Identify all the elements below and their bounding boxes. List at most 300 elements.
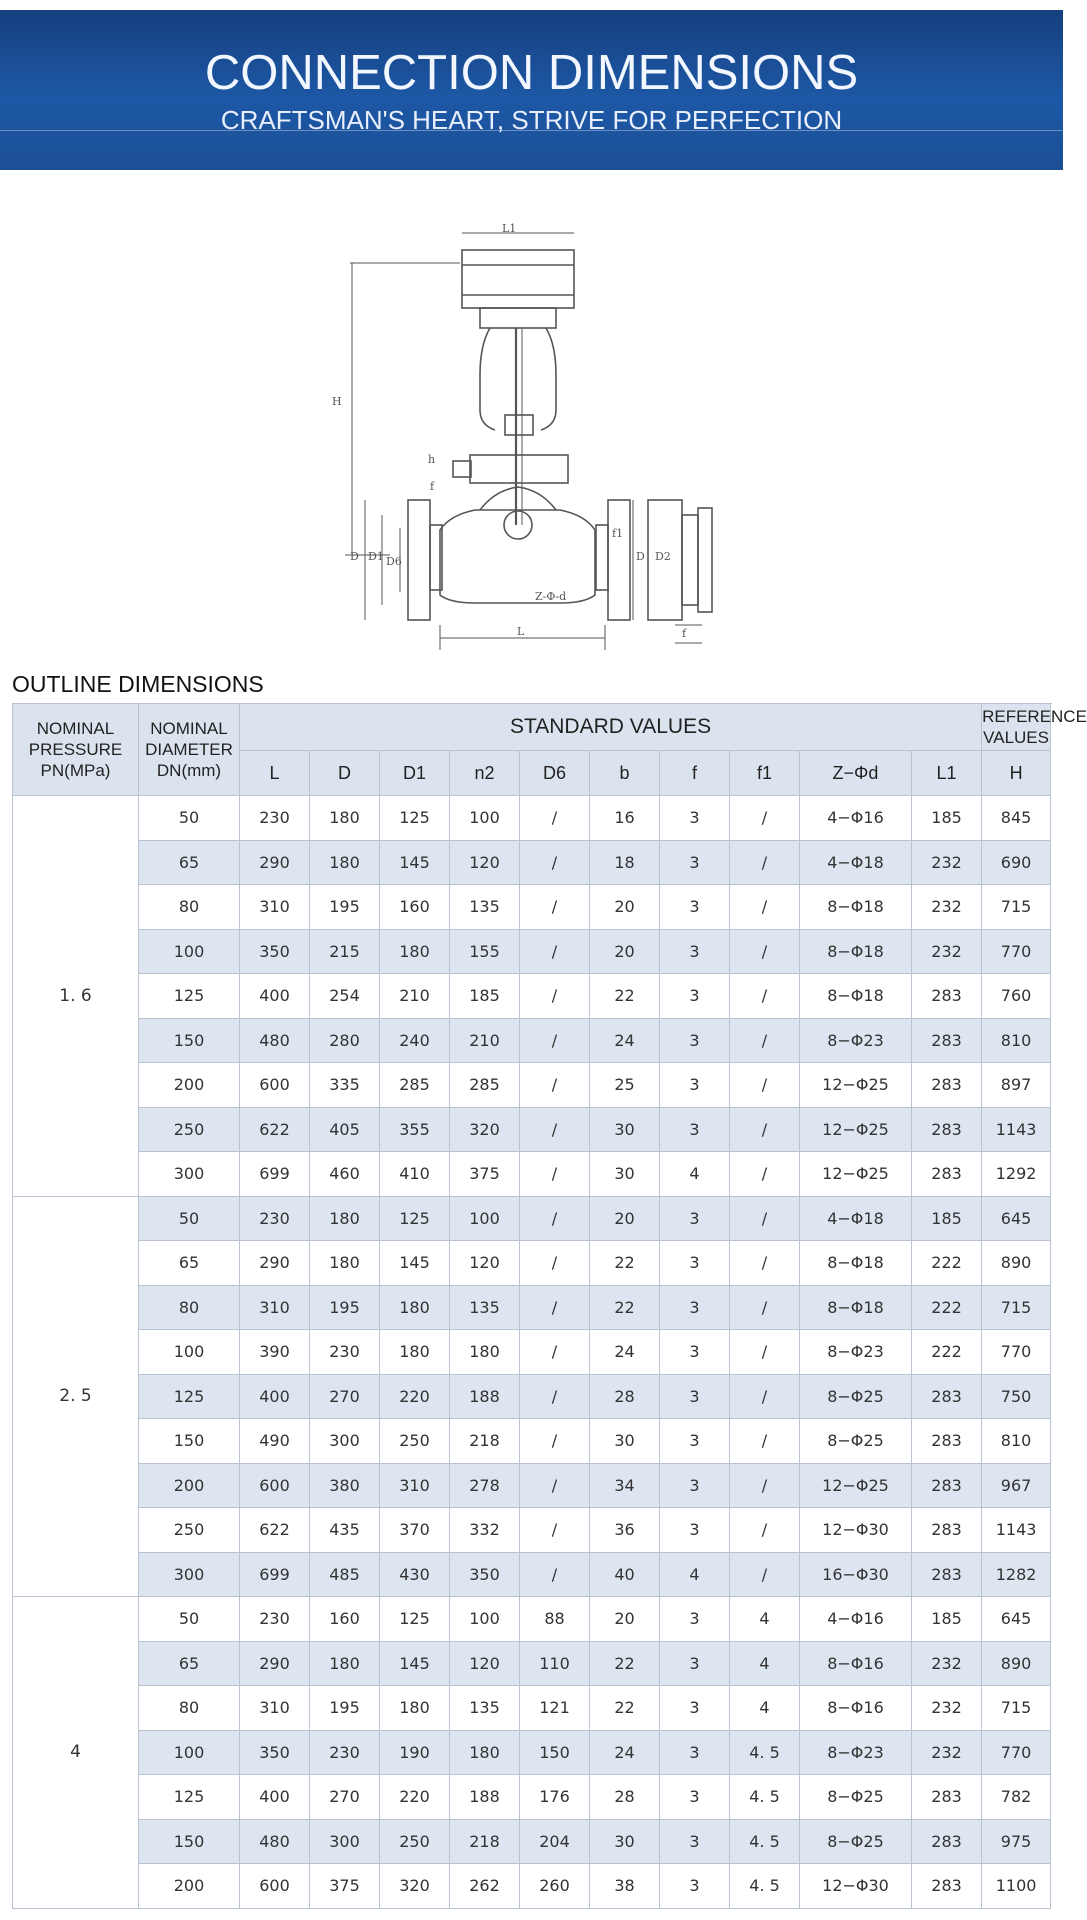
- table-cell: 220: [380, 1374, 450, 1419]
- table-cell: 150: [139, 1018, 240, 1063]
- table-cell: 4: [730, 1597, 800, 1642]
- table-cell: 65: [139, 840, 240, 885]
- table-cell: 28: [590, 1374, 660, 1419]
- table-cell: 3: [660, 1463, 730, 1508]
- table-cell: 622: [240, 1508, 310, 1553]
- table-cell: 1143: [982, 1508, 1051, 1553]
- table-cell: 8−Φ18: [800, 1285, 912, 1330]
- table-row: [13, 1330, 1051, 1375]
- table-cell: 200: [139, 1864, 240, 1909]
- table-cell: 25: [590, 1063, 660, 1108]
- table-cell: /: [520, 1330, 590, 1375]
- table-cell: 195: [310, 1686, 380, 1731]
- table-cell: 262: [450, 1864, 520, 1909]
- table-cell: 410: [380, 1152, 450, 1197]
- table-cell: 278: [450, 1463, 520, 1508]
- dimensions-table: [12, 703, 1087, 1909]
- table-cell: 120: [450, 1641, 520, 1686]
- table-cell: /: [520, 1463, 590, 1508]
- table-cell: 350: [240, 1730, 310, 1775]
- table-cell: 270: [310, 1374, 380, 1419]
- table-cell: 22: [590, 1641, 660, 1686]
- table-cell: 810: [982, 1018, 1051, 1063]
- table-cell: 185: [912, 1597, 982, 1642]
- table-cell: 250: [380, 1819, 450, 1864]
- table-cell: 3: [660, 1330, 730, 1375]
- column-header: D: [310, 751, 380, 796]
- table-cell: 750: [982, 1374, 1051, 1419]
- table-row: [13, 1597, 1051, 1642]
- column-header: L1: [912, 751, 982, 796]
- table-cell: 645: [982, 1196, 1051, 1241]
- table-cell: 16: [590, 796, 660, 841]
- table-cell: 283: [912, 1107, 982, 1152]
- table-cell: 204: [520, 1819, 590, 1864]
- table-cell: 230: [240, 1597, 310, 1642]
- table-cell: 8−Φ18: [800, 974, 912, 1019]
- table-cell: 350: [450, 1552, 520, 1597]
- table-row: [13, 1419, 1051, 1464]
- table-cell: 230: [310, 1330, 380, 1375]
- header-reference-values: REFERENCE VALUES: [982, 704, 1051, 751]
- table-cell: 222: [912, 1241, 982, 1286]
- table-cell: 283: [912, 1775, 982, 1820]
- table-cell: 240: [380, 1018, 450, 1063]
- table-cell: /: [730, 1419, 800, 1464]
- table-cell: 1292: [982, 1152, 1051, 1197]
- table-cell: 350: [240, 929, 310, 974]
- table-cell: 300: [310, 1819, 380, 1864]
- table-cell: 283: [912, 1063, 982, 1108]
- table-cell: /: [730, 840, 800, 885]
- table-cell: 180: [380, 1330, 450, 1375]
- table-cell: 310: [240, 1686, 310, 1731]
- label-D2: D2: [655, 550, 671, 563]
- label-L1: L1: [502, 222, 517, 235]
- label-h: h: [428, 453, 436, 466]
- table-cell: 100: [139, 1330, 240, 1375]
- table-cell: 160: [310, 1597, 380, 1642]
- table-cell: 20: [590, 929, 660, 974]
- table-cell: 3: [660, 1686, 730, 1731]
- table-cell: 232: [912, 929, 982, 974]
- table-cell: 270: [310, 1775, 380, 1820]
- table-cell: 3: [660, 929, 730, 974]
- table-cell: 4. 5: [730, 1730, 800, 1775]
- table-cell: /: [520, 1196, 590, 1241]
- table-cell: 600: [240, 1063, 310, 1108]
- table-cell: /: [730, 1063, 800, 1108]
- table-cell: 100: [450, 1196, 520, 1241]
- table-cell: 4−Φ16: [800, 796, 912, 841]
- table-cell: 65: [139, 1641, 240, 1686]
- table-cell: 890: [982, 1641, 1051, 1686]
- table-cell: /: [520, 840, 590, 885]
- table-cell: 190: [380, 1730, 450, 1775]
- table-cell: 150: [139, 1419, 240, 1464]
- table-cell: 782: [982, 1775, 1051, 1820]
- table-cell: /: [520, 1419, 590, 1464]
- page-title: CONNECTION DIMENSIONS: [204, 46, 859, 100]
- table-cell: 8−Φ25: [800, 1374, 912, 1419]
- pressure-cell: 1. 6: [13, 796, 139, 1197]
- table-cell: 145: [380, 1641, 450, 1686]
- table-cell: 8−Φ18: [800, 885, 912, 930]
- table-cell: 290: [240, 840, 310, 885]
- table-cell: 699: [240, 1552, 310, 1597]
- table-cell: 290: [240, 1241, 310, 1286]
- table-cell: 375: [450, 1152, 520, 1197]
- table-cell: 400: [240, 1775, 310, 1820]
- table-cell: /: [730, 1552, 800, 1597]
- table-cell: /: [520, 796, 590, 841]
- table-cell: 290: [240, 1641, 310, 1686]
- table-cell: /: [730, 1152, 800, 1197]
- table-cell: /: [730, 885, 800, 930]
- header-nominal-pressure: NOMINAL PRESSURE PN(MPa): [13, 704, 139, 796]
- table-cell: 310: [240, 885, 310, 930]
- table-cell: 230: [240, 796, 310, 841]
- table-cell: 176: [520, 1775, 590, 1820]
- table-cell: 3: [660, 1018, 730, 1063]
- table-cell: 38: [590, 1864, 660, 1909]
- table-cell: 180: [450, 1330, 520, 1375]
- table-cell: /: [730, 1330, 800, 1375]
- table-cell: 218: [450, 1419, 520, 1464]
- table-cell: 283: [912, 1374, 982, 1419]
- page-subtitle: CRAFTSMAN'S HEART, STRIVE FOR PERFECTION: [220, 105, 843, 135]
- table-cell: 490: [240, 1419, 310, 1464]
- table-cell: 125: [139, 974, 240, 1019]
- table-cell: 390: [240, 1330, 310, 1375]
- flange-left: [408, 500, 430, 620]
- table-cell: 4: [660, 1552, 730, 1597]
- table-cell: 222: [912, 1330, 982, 1375]
- table-cell: 310: [380, 1463, 450, 1508]
- table-cell: 30: [590, 1819, 660, 1864]
- table-cell: 283: [912, 1552, 982, 1597]
- table-cell: 770: [982, 1730, 1051, 1775]
- table-row: [13, 1241, 1051, 1286]
- table-cell: 180: [380, 1686, 450, 1731]
- table-row: [13, 796, 1051, 841]
- table-cell: /: [730, 1241, 800, 1286]
- table-cell: 210: [450, 1018, 520, 1063]
- table-cell: /: [520, 929, 590, 974]
- column-header: L: [240, 751, 310, 796]
- table-cell: 88: [520, 1597, 590, 1642]
- table-cell: 975: [982, 1819, 1051, 1864]
- stem-connector: [505, 415, 533, 435]
- table-cell: /: [520, 1285, 590, 1330]
- table-cell: 3: [660, 1285, 730, 1330]
- label-D: D: [350, 550, 359, 563]
- table-cell: 50: [139, 1196, 240, 1241]
- table-cell: 16−Φ30: [800, 1552, 912, 1597]
- table-cell: /: [520, 1508, 590, 1553]
- table-cell: 8−Φ25: [800, 1775, 912, 1820]
- table-cell: 195: [310, 885, 380, 930]
- table-cell: 232: [912, 840, 982, 885]
- table-cell: 897: [982, 1063, 1051, 1108]
- table-cell: 4. 5: [730, 1819, 800, 1864]
- table-cell: /: [520, 885, 590, 930]
- table-cell: 80: [139, 1686, 240, 1731]
- table-cell: 12−Φ30: [800, 1508, 912, 1553]
- table-row: [13, 1285, 1051, 1330]
- table-cell: 355: [380, 1107, 450, 1152]
- table-cell: 760: [982, 974, 1051, 1019]
- table-cell: 254: [310, 974, 380, 1019]
- column-header: b: [590, 751, 660, 796]
- table-cell: 160: [380, 885, 450, 930]
- table-cell: 4−Φ18: [800, 840, 912, 885]
- table-cell: 215: [310, 929, 380, 974]
- table-cell: 121: [520, 1686, 590, 1731]
- table-cell: 200: [139, 1063, 240, 1108]
- table-cell: 250: [139, 1508, 240, 1553]
- table-cell: 50: [139, 796, 240, 841]
- table-cell: /: [730, 1196, 800, 1241]
- table-cell: 30: [590, 1419, 660, 1464]
- table-row: [13, 1374, 1051, 1419]
- table-cell: 250: [139, 1107, 240, 1152]
- table-cell: 22: [590, 974, 660, 1019]
- valve-body: [440, 510, 595, 603]
- table-cell: 890: [982, 1241, 1051, 1286]
- table-cell: 135: [450, 885, 520, 930]
- table-cell: 3: [660, 1196, 730, 1241]
- table-cell: 50: [139, 1597, 240, 1642]
- column-header: D6: [520, 751, 590, 796]
- table-row: [13, 1018, 1051, 1063]
- table-cell: /: [520, 1018, 590, 1063]
- table-cell: 283: [912, 1508, 982, 1553]
- table-cell: 3: [660, 1864, 730, 1909]
- table-cell: 180: [310, 1196, 380, 1241]
- table-cell: 230: [310, 1730, 380, 1775]
- label-f: f: [430, 480, 435, 493]
- table-cell: 135: [450, 1686, 520, 1731]
- table-cell: 110: [520, 1641, 590, 1686]
- actuator-base: [480, 308, 556, 328]
- table-cell: 332: [450, 1508, 520, 1553]
- table-cell: 310: [240, 1285, 310, 1330]
- table-cell: 125: [380, 1196, 450, 1241]
- table-cell: 180: [310, 1241, 380, 1286]
- table-cell: 12−Φ25: [800, 1063, 912, 1108]
- label-D6: D6: [386, 555, 402, 568]
- table-cell: 12−Φ25: [800, 1107, 912, 1152]
- table-cell: /: [520, 1241, 590, 1286]
- table-cell: 375: [310, 1864, 380, 1909]
- table-cell: 967: [982, 1463, 1051, 1508]
- label-L: L: [517, 625, 525, 638]
- table-cell: 699: [240, 1152, 310, 1197]
- table-row: [13, 1819, 1051, 1864]
- table-cell: 180: [310, 796, 380, 841]
- table-cell: 36: [590, 1508, 660, 1553]
- table-cell: 80: [139, 885, 240, 930]
- table-cell: 400: [240, 974, 310, 1019]
- table-row: [13, 1552, 1051, 1597]
- table-cell: 283: [912, 1018, 982, 1063]
- table-cell: /: [730, 1508, 800, 1553]
- table-cell: 3: [660, 796, 730, 841]
- valve-outline-drawing: [330, 222, 730, 655]
- table-cell: 125: [139, 1374, 240, 1419]
- label-f1: f1: [612, 527, 624, 540]
- table-cell: 232: [912, 885, 982, 930]
- table-cell: 232: [912, 1686, 982, 1731]
- label-D-side: D: [636, 550, 645, 563]
- table-cell: /: [730, 796, 800, 841]
- header-banner: [0, 10, 1063, 170]
- table-cell: 20: [590, 1597, 660, 1642]
- table-cell: 280: [310, 1018, 380, 1063]
- table-cell: 4: [730, 1641, 800, 1686]
- column-header: Z−Φd: [800, 751, 912, 796]
- table-cell: 4: [660, 1152, 730, 1197]
- column-header: f1: [730, 751, 800, 796]
- table-cell: 222: [912, 1285, 982, 1330]
- table-cell: 200: [139, 1463, 240, 1508]
- table-cell: 3: [660, 1419, 730, 1464]
- table-cell: 4−Φ16: [800, 1597, 912, 1642]
- table-cell: 810: [982, 1419, 1051, 1464]
- table-cell: 24: [590, 1330, 660, 1375]
- table-row: [13, 1641, 1051, 1686]
- table-cell: 3: [660, 840, 730, 885]
- table-cell: 28: [590, 1775, 660, 1820]
- table-cell: 8−Φ18: [800, 1241, 912, 1286]
- table-cell: 320: [450, 1107, 520, 1152]
- table-row: [13, 1063, 1051, 1108]
- pressure-cell: 4: [13, 1597, 139, 1909]
- table-cell: 125: [380, 1597, 450, 1642]
- label-f-side: f: [682, 627, 687, 640]
- table-row: [13, 929, 1051, 974]
- table-cell: /: [730, 1107, 800, 1152]
- table-cell: 770: [982, 929, 1051, 974]
- table-cell: 300: [139, 1552, 240, 1597]
- table-cell: /: [520, 974, 590, 1019]
- header-nominal-diameter: NOMINAL DIAMETER DN(mm): [139, 704, 240, 796]
- table-cell: 3: [660, 1730, 730, 1775]
- table-cell: 283: [912, 1819, 982, 1864]
- table-cell: 480: [240, 1018, 310, 1063]
- table-cell: 600: [240, 1463, 310, 1508]
- table-cell: 1143: [982, 1107, 1051, 1152]
- table-cell: 188: [450, 1775, 520, 1820]
- table-cell: 1282: [982, 1552, 1051, 1597]
- table-cell: 4: [730, 1686, 800, 1731]
- table-cell: 180: [450, 1730, 520, 1775]
- table-row: [13, 885, 1051, 930]
- table-cell: 40: [590, 1552, 660, 1597]
- table-cell: /: [730, 1374, 800, 1419]
- table-cell: 8−Φ25: [800, 1819, 912, 1864]
- table-cell: /: [520, 1374, 590, 1419]
- table-cell: 185: [450, 974, 520, 1019]
- label-H: H: [332, 395, 342, 408]
- table-cell: 220: [380, 1775, 450, 1820]
- table-cell: 100: [450, 1597, 520, 1642]
- table-cell: 485: [310, 1552, 380, 1597]
- valve-plug: [504, 511, 532, 539]
- table-cell: 8−Φ16: [800, 1686, 912, 1731]
- table-cell: 3: [660, 885, 730, 930]
- table-row: [13, 1686, 1051, 1731]
- table-cell: 100: [139, 929, 240, 974]
- table-row: [13, 1864, 1051, 1909]
- table-cell: 4. 5: [730, 1775, 800, 1820]
- table-cell: /: [730, 1018, 800, 1063]
- table-cell: 8−Φ25: [800, 1419, 912, 1464]
- table-cell: 80: [139, 1285, 240, 1330]
- table-cell: 185: [912, 796, 982, 841]
- table-cell: 100: [450, 796, 520, 841]
- label-Zd: Z-Φ-d: [535, 590, 567, 603]
- table-cell: 150: [520, 1730, 590, 1775]
- table-cell: 8−Φ16: [800, 1641, 912, 1686]
- column-header: D1: [380, 751, 450, 796]
- table-cell: 3: [660, 1241, 730, 1286]
- table-cell: 3: [660, 1641, 730, 1686]
- table-cell: 120: [450, 840, 520, 885]
- table-cell: /: [520, 1152, 590, 1197]
- table-cell: 125: [139, 1775, 240, 1820]
- table-cell: 400: [240, 1374, 310, 1419]
- table-cell: 18: [590, 840, 660, 885]
- pressure-cell: 2. 5: [13, 1196, 139, 1597]
- table-cell: /: [520, 1107, 590, 1152]
- table-cell: 3: [660, 1063, 730, 1108]
- table-cell: 22: [590, 1285, 660, 1330]
- table-cell: 335: [310, 1063, 380, 1108]
- yoke-left: [480, 328, 495, 430]
- table-row: [13, 1730, 1051, 1775]
- table-cell: 100: [139, 1730, 240, 1775]
- table-cell: 8−Φ23: [800, 1730, 912, 1775]
- table-cell: 20: [590, 1196, 660, 1241]
- label-D1: D1: [368, 550, 384, 563]
- table-cell: 283: [912, 974, 982, 1019]
- header-standard-values: STANDARD VALUES: [240, 704, 982, 751]
- table-cell: 283: [912, 1463, 982, 1508]
- table-cell: 145: [380, 1241, 450, 1286]
- table-cell: 715: [982, 1285, 1051, 1330]
- table-cell: 20: [590, 885, 660, 930]
- table-cell: 210: [380, 974, 450, 1019]
- table-cell: 645: [982, 1597, 1051, 1642]
- table-cell: 180: [310, 1641, 380, 1686]
- table-cell: 283: [912, 1419, 982, 1464]
- table-cell: 320: [380, 1864, 450, 1909]
- table-row: [13, 974, 1051, 1019]
- table-cell: 770: [982, 1330, 1051, 1375]
- table-cell: 180: [380, 1285, 450, 1330]
- table-cell: 300: [310, 1419, 380, 1464]
- table-cell: 12−Φ30: [800, 1864, 912, 1909]
- table-cell: /: [520, 1063, 590, 1108]
- table-row: [13, 1196, 1051, 1241]
- section-title: OUTLINE DIMENSIONS: [12, 671, 264, 697]
- table-cell: /: [730, 974, 800, 1019]
- table-cell: 435: [310, 1508, 380, 1553]
- table-cell: 30: [590, 1152, 660, 1197]
- table-cell: 3: [660, 974, 730, 1019]
